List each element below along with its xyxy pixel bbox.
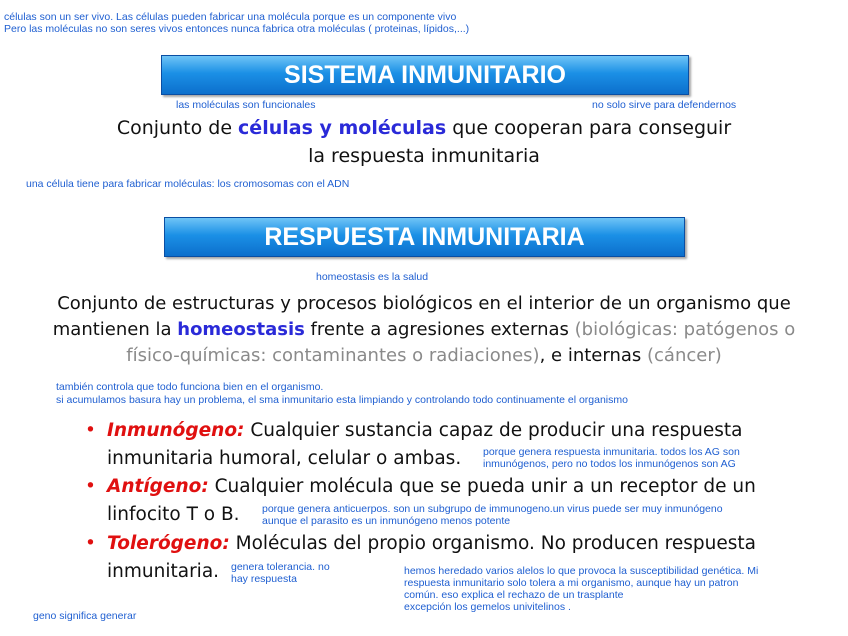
- bullet-inmunogeno-line1: [85, 420, 742, 441]
- note-molecules-not-living: Pero las moléculas no son seres vivos entonces nunca fabrica otra moléculas ( proteinas, lípidos,...): [4, 23, 470, 35]
- bullet-dot: •: [85, 476, 96, 497]
- antigeno-def1: Cualquier molécula que se pueda unir a un receptor de un: [208, 476, 756, 497]
- bullet-antigeno-line1: [85, 476, 756, 497]
- definition-respuesta-line1: Conjunto de estructuras y procesos biológicos en el interior de un organismo que: [57, 293, 791, 314]
- tolerogeno-def1: Moléculas del propio organismo. No producen respuesta: [229, 533, 756, 554]
- bullet-antigeno-line2: linfocito T o B.: [107, 504, 240, 525]
- definition-respuesta-line3: [0, 343, 848, 369]
- definition-sistema: [0, 114, 848, 170]
- def1-post: que cooperan para conseguir: [446, 117, 732, 139]
- bullet-tolerogeno-line2: inmunitaria.: [107, 561, 220, 582]
- inmunogeno-def1: Cualquier sustancia capaz de producir una respuesta: [244, 420, 743, 441]
- bullet-inmunogeno-line2: inmunitaria humoral, celular o ambas.: [107, 448, 462, 469]
- def2-grey2: físico-químicas: contaminantes o radiaciones): [126, 345, 540, 366]
- definition-respuesta: [0, 291, 848, 369]
- note-geno-meaning: geno significa generar: [33, 610, 137, 622]
- definition-respuesta-line2: [0, 317, 848, 343]
- banner-sistema-inmunitario: SISTEMA INMUNITARIO: [161, 55, 689, 95]
- note-tolerance-2: hay respuesta: [231, 573, 297, 585]
- note-heredity-4: excepción los gemelos univitelinos .: [404, 601, 571, 613]
- note-immunogen-2: inmunógenos, pero no todos los inmunógenos son AG: [483, 458, 736, 470]
- term-antigeno: Antígeno:: [107, 476, 209, 497]
- note-controls-organism: también controla que todo funciona bien en el organismo.: [56, 381, 324, 393]
- bullet-dot: •: [85, 420, 96, 441]
- def2-pre: mantienen la: [52, 319, 178, 340]
- note-immunogen-1: porque genera respuesta inmunitaria. todos los AG son: [483, 446, 740, 458]
- note-cell-chromosomes: una célula tiene para fabricar moléculas: los cromosomas con el ADN: [26, 178, 350, 190]
- term-inmunogeno: Inmunógeno:: [107, 420, 245, 441]
- banner-respuesta-inmunitaria: RESPUESTA INMUNITARIA: [164, 217, 685, 257]
- def1-highlight: células y moléculas: [238, 117, 447, 139]
- note-cells-living: células son un ser vivo. Las células pueden fabricar una molécula porque es un componente vivo: [4, 11, 457, 23]
- bullet-tolerogeno-line1: [85, 533, 756, 554]
- term-tolerogeno: Tolerógeno:: [107, 533, 230, 554]
- definition-sistema-line2: la respuesta inmunitaria: [308, 145, 540, 167]
- note-heredity-2: respuesta inmunitario solo tolera a mi organismo, aunque hay un patron: [404, 577, 739, 589]
- def2-mid2: , e internas: [539, 345, 647, 366]
- note-heredity-3: común. eso explica el rechazo de un trasplante: [404, 589, 624, 601]
- bullet-dot: •: [85, 533, 96, 554]
- note-molecules-functional: las moléculas son funcionales: [176, 99, 316, 111]
- def2-grey: (biológicas: patógenos o: [574, 319, 796, 340]
- note-not-only-defend: no solo sirve para defendernos: [592, 99, 737, 111]
- definition-sistema-line1: [0, 114, 848, 142]
- note-heredity-1: hemos heredado varios alelos lo que provoca la susceptibilidad genética. Mi: [404, 565, 759, 577]
- note-antigen-2: aunque el parasito es un inmunógeno menos potente: [262, 515, 511, 527]
- note-tolerance-1: genera tolerancia. no: [231, 561, 330, 573]
- note-homeostasis-health: homeostasis es la salud: [316, 271, 429, 283]
- def2-highlight: homeostasis: [177, 319, 305, 340]
- note-antigen-1: porque genera anticuerpos. son un subgrupo de immunogeno.un virus puede ser muy inmunógeno: [262, 503, 723, 515]
- def1-pre: Conjunto de: [116, 117, 239, 139]
- def2-mid: frente a agresiones externas: [304, 319, 575, 340]
- def2-grey3: (cáncer): [647, 345, 722, 366]
- note-cleaning-organism: si acumulamos basura hay un problema, el sma inmunitario esta limpiando y controlando todo continuamente el organismo: [56, 394, 628, 406]
